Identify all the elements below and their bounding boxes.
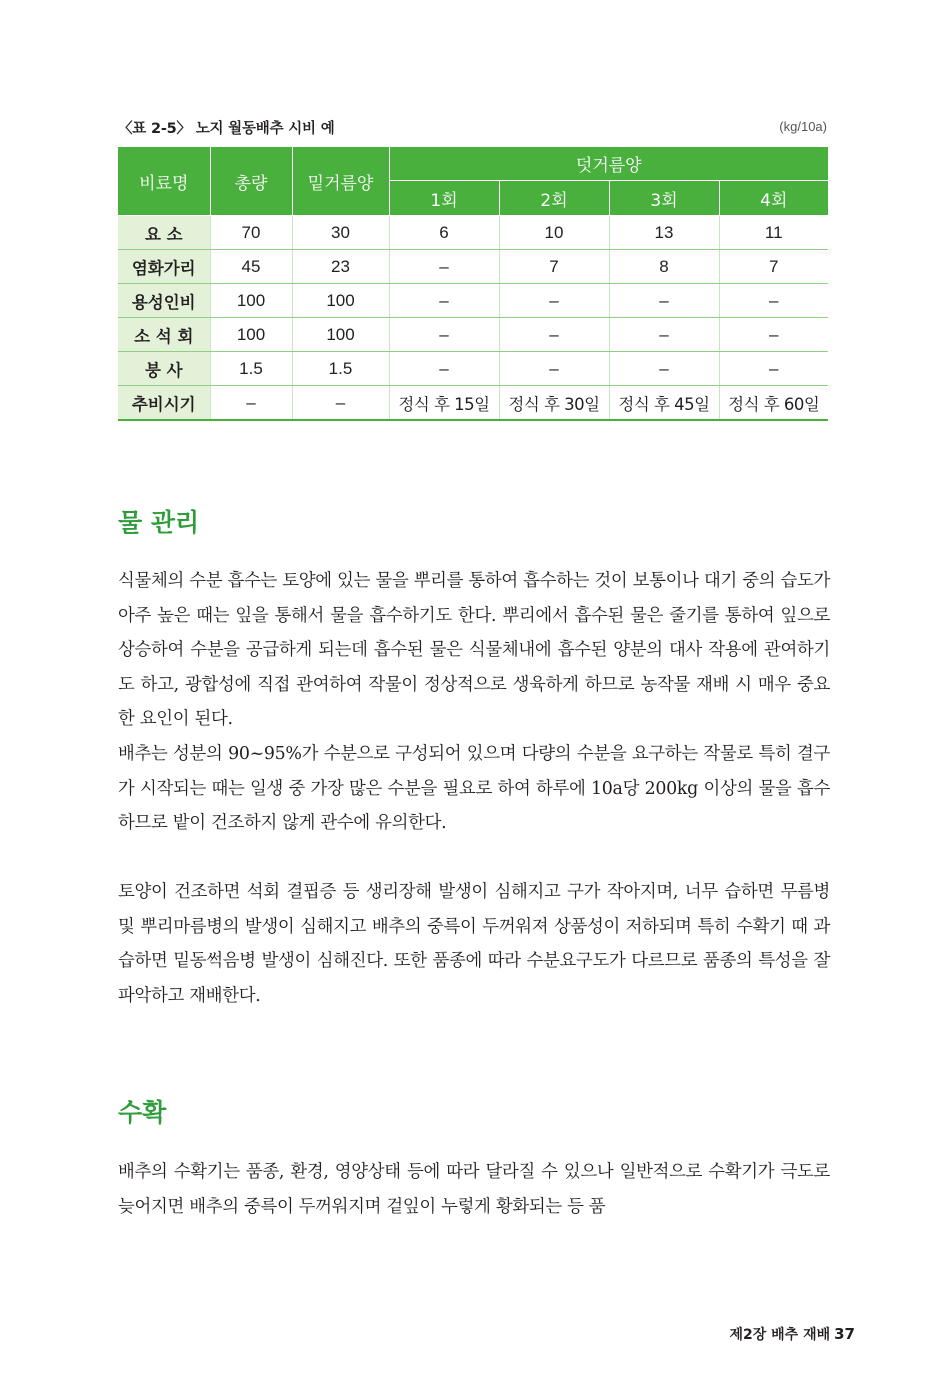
table-cell: – (389, 284, 499, 318)
header-top-dressing: 덧거름양 (389, 147, 828, 181)
table-unit: (kg/10a) (779, 119, 827, 134)
table-cell: – (609, 284, 719, 318)
header-round-3: 3회 (609, 181, 719, 216)
table-cell: 100 (292, 284, 389, 318)
row-header: 요 소 (118, 216, 210, 250)
table-row (118, 250, 828, 284)
table-cell: 10 (499, 216, 609, 250)
table-cell: 100 (210, 284, 292, 318)
table-cell: – (609, 352, 719, 386)
header-total: 총량 (210, 147, 292, 216)
table-cell: – (292, 386, 389, 421)
table-cell: 7 (719, 250, 828, 284)
table-cell: 70 (210, 216, 292, 250)
header-base-fertilizer: 밑거름양 (292, 147, 389, 216)
table-cell: 11 (719, 216, 828, 250)
header-round-1: 1회 (389, 181, 499, 216)
table-cell: 정식 후 45일 (609, 386, 719, 421)
paragraph-water-2: 배추는 성분의 90~95%가 수분으로 구성되어 있으며 다량의 수분을 요구하는 작물로 특히 결구가 시작되는 때는 일생 중 가장 많은 수분을 필요로 하여 하루에 10a당 200kg 이상의 물을 흡수하므로 밭이 건조하지 않게 관수에 유의한다. (118, 744, 830, 834)
table-cell: 13 (609, 216, 719, 250)
table-cell: – (389, 250, 499, 284)
table-cell: 45 (210, 250, 292, 284)
paragraph-water-3: 토양이 건조하면 석회 결핍증 등 생리장해 발생이 심해지고 구가 작아지며, 너무 습하면 무름병 및 뿌리마름병의 발생이 심해지고 배추의 중륵이 두꺼워져 상품성이 저하되며 특히 수확기 때 과습하면 밑동썩음병 발생이 심해진다. 또한 품종에 따라 수분요구도가 다르므로 품종의 특성을 잘 파악하고 재배한다. (118, 882, 830, 1006)
table-cell: – (719, 284, 828, 318)
table-cell: 정식 후 30일 (499, 386, 609, 421)
table-cell: 100 (210, 318, 292, 352)
table-cell: 정식 후 60일 (719, 386, 828, 421)
table-cell: 1.5 (210, 352, 292, 386)
table-cell: – (719, 318, 828, 352)
table-cell: 1.5 (292, 352, 389, 386)
table-row (118, 386, 828, 421)
row-header: 추비시기 (118, 386, 210, 421)
page-footer (729, 1324, 855, 1344)
table-row (118, 318, 828, 352)
table-cell: – (499, 284, 609, 318)
fertilizer-table (118, 147, 828, 421)
table-cell: – (499, 318, 609, 352)
table-cell: – (210, 386, 292, 421)
table-cell: 정식 후 15일 (389, 386, 499, 421)
row-header: 소 석 회 (118, 318, 210, 352)
table-cell: – (389, 352, 499, 386)
header-fertilizer-name: 비료명 (118, 147, 210, 216)
section-heading-water: 물 관리 (118, 508, 200, 537)
header-round-4: 4회 (719, 181, 828, 216)
row-header: 용성인비 (118, 284, 210, 318)
paragraph-harvest: 배추의 수확기는 품종, 환경, 영양상태 등에 따라 달라질 수 있으나 일반적으로 수확기가 극도로 늦어지면 배추의 중륵이 두꺼워지며 겉잎이 누렇게 황화되는 등 품 (118, 1162, 830, 1217)
table-caption: 〈표 2-5〉 노지 월동배추 시비 예 (118, 121, 335, 137)
table-row (118, 284, 828, 318)
header-round-2: 2회 (499, 181, 609, 216)
section-heading-harvest: 수확 (118, 1098, 167, 1127)
paragraph-water-1: 식물체의 수분 흡수는 토양에 있는 물을 뿌리를 통하여 흡수하는 것이 보통이나 대기 중의 습도가 아주 높은 때는 잎을 통해서 물을 흡수하기도 한다. 뿌리에서 흡수된 물은 줄기를 통하여 잎으로 상승하여 수분을 공급하게 되는데 흡수된 물은 식물체내에 흡수된 양분의 대사 작용에 관여하기도 하고, 광합성에 직접 관여하여 작물이 정상적으로 생육하게 하므로 농작물 재배 시 매우 중요한 요인이 된다. (118, 571, 830, 730)
table-cell: – (719, 352, 828, 386)
table-cell: 7 (499, 250, 609, 284)
table-cell: 6 (389, 216, 499, 250)
table-cell: 100 (292, 318, 389, 352)
table-cell: – (609, 318, 719, 352)
table-cell: 23 (292, 250, 389, 284)
table-cell: – (499, 352, 609, 386)
table-row (118, 216, 828, 250)
row-header: 붕 사 (118, 352, 210, 386)
page-number: 37 (834, 1325, 855, 1343)
footer-chapter: 제2장 배추 재배 (729, 1327, 831, 1343)
table-row (118, 352, 828, 386)
table-cell: 8 (609, 250, 719, 284)
table-cell: 30 (292, 216, 389, 250)
table-cell: – (389, 318, 499, 352)
row-header: 염화가리 (118, 250, 210, 284)
